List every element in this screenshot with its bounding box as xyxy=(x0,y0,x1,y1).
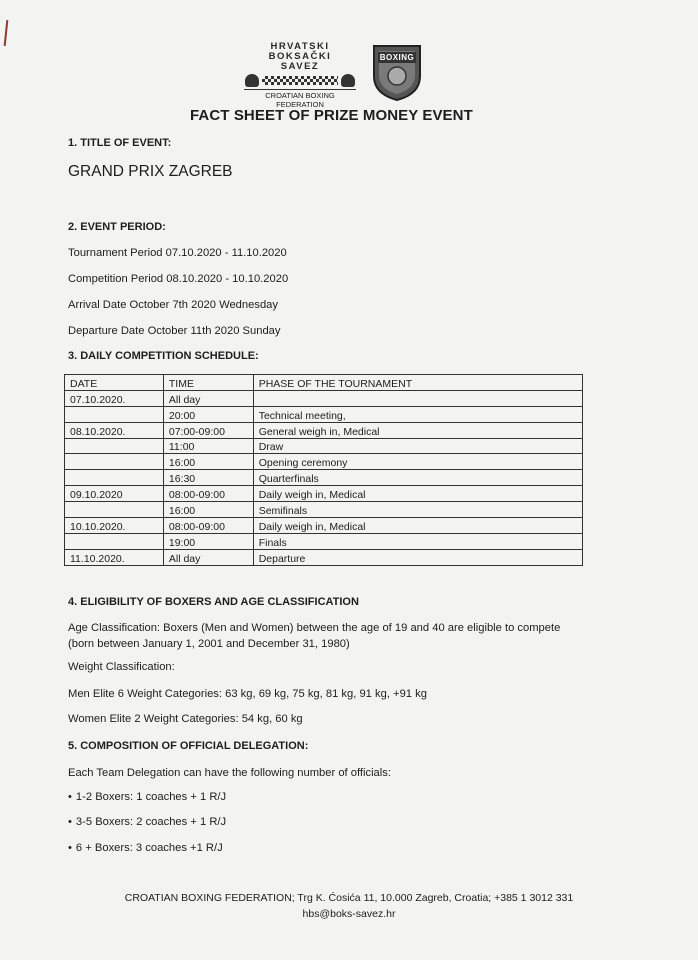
men-weight-categories: Men Elite 6 Weight Categories: 63 kg, 69 kg, 75 kg, 81 kg, 91 kg, +91 kg xyxy=(68,688,427,700)
departure-date: Departure Date October 11th 2020 Sunday xyxy=(68,325,281,337)
cell-phase: Quarterfinals xyxy=(253,470,582,486)
delegation-intro: Each Team Delegation can have the following number of officials: xyxy=(68,767,391,779)
table-header-row xyxy=(65,375,583,391)
logo-subtitle: CROATIAN BOXING FEDERATION xyxy=(244,89,356,109)
cell-phase: General weigh in, Medical xyxy=(253,422,582,438)
cell-date xyxy=(65,454,164,470)
section-heading-delegation: 5. COMPOSITION OF OFFICIAL DELEGATION: xyxy=(68,740,309,752)
cell-date: 11.10.2020. xyxy=(65,549,164,565)
cell-date xyxy=(65,502,164,518)
women-weight-categories: Women Elite 2 Weight Categories: 54 kg, 60 kg xyxy=(68,713,303,725)
boxing-glove-icon xyxy=(245,74,259,87)
cell-time: 11:00 xyxy=(163,438,253,454)
cell-date: 07.10.2020. xyxy=(65,390,164,406)
cell-time: 16:30 xyxy=(163,470,253,486)
table-row xyxy=(65,438,583,454)
cell-phase: Technical meeting, xyxy=(253,406,582,422)
cell-date: 09.10.2020 xyxy=(65,486,164,502)
badge-label: BOXING xyxy=(379,53,415,62)
table-row xyxy=(65,390,583,406)
column-header-date: DATE xyxy=(65,375,164,391)
cell-phase: Departure xyxy=(253,549,582,565)
cell-time: 08:00-09:00 xyxy=(163,518,253,534)
cell-time: 08:00-09:00 xyxy=(163,486,253,502)
event-name: GRAND PRIX ZAGREB xyxy=(68,163,233,180)
cell-phase xyxy=(253,390,582,406)
logo-line-2: BOKSAČKI xyxy=(268,51,332,62)
section-heading-schedule: 3. DAILY COMPETITION SCHEDULE: xyxy=(68,350,259,362)
section-heading-eligibility: 4. ELIGIBILITY OF BOXERS AND AGE CLASSIFICATION xyxy=(68,596,359,608)
weight-classification-heading: Weight Classification: xyxy=(68,661,175,673)
boxing-ring-graphic xyxy=(236,73,364,87)
cell-date xyxy=(65,438,164,454)
section-heading-period: 2. EVENT PERIOD: xyxy=(68,221,166,233)
logo-line-1: HRVATSKI xyxy=(270,41,330,52)
logo-line-3: SAVEZ xyxy=(280,61,320,72)
section-heading-title: 1. TITLE OF EVENT: xyxy=(68,137,172,149)
shield-icon xyxy=(370,42,424,102)
arrival-date: Arrival Date October 7th 2020 Wednesday xyxy=(68,299,278,311)
table-row xyxy=(65,533,583,549)
cell-phase: Opening ceremony xyxy=(253,454,582,470)
cell-phase: Daily weigh in, Medical xyxy=(253,518,582,534)
cell-time: 19:00 xyxy=(163,533,253,549)
cell-date xyxy=(65,470,164,486)
cell-date xyxy=(65,406,164,422)
boxing-badge xyxy=(370,42,424,102)
table-row xyxy=(65,470,583,486)
cell-phase: Finals xyxy=(253,533,582,549)
table-row xyxy=(65,422,583,438)
cell-date xyxy=(65,533,164,549)
delegation-bullet: • 3-5 Boxers: 2 coaches + 1 R/J xyxy=(68,816,226,828)
cell-time: 20:00 xyxy=(163,406,253,422)
footer xyxy=(0,890,698,922)
table-row xyxy=(65,486,583,502)
table-row xyxy=(65,502,583,518)
age-born-range: (born between January 1, 2001 and December 31, 1980) xyxy=(68,638,350,650)
delegation-bullet: • 6 + Boxers: 3 coaches +1 R/J xyxy=(68,842,223,854)
page-edge-mark xyxy=(4,20,9,46)
column-header-phase: PHASE OF THE TOURNAMENT xyxy=(253,375,582,391)
cell-time: 07:00-09:00 xyxy=(163,422,253,438)
footer-address: CROATIAN BOXING FEDERATION; Trg K. Ćosića 11, 10.000 Zagreb, Croatia; +385 1 3012 331 xyxy=(124,892,574,904)
cell-time: All day xyxy=(163,390,253,406)
tournament-period: Tournament Period 07.10.2020 - 11.10.2020 xyxy=(68,247,287,259)
cell-phase: Daily weigh in, Medical xyxy=(253,486,582,502)
boxing-glove-icon xyxy=(341,74,355,87)
federation-logo xyxy=(236,41,364,109)
column-header-time: TIME xyxy=(163,375,253,391)
cell-phase: Semifinals xyxy=(253,502,582,518)
table-row xyxy=(65,518,583,534)
cell-time: 16:00 xyxy=(163,502,253,518)
table-row xyxy=(65,406,583,422)
cell-phase: Draw xyxy=(253,438,582,454)
cell-date: 08.10.2020. xyxy=(65,422,164,438)
age-classification: Age Classification: Boxers (Men and Women) between the age of 19 and 40 are eligible to compete xyxy=(68,622,561,634)
cell-date: 10.10.2020. xyxy=(65,518,164,534)
checkerboard-icon xyxy=(262,76,338,85)
competition-period: Competition Period 08.10.2020 - 10.10.2020 xyxy=(68,273,289,285)
page-title: FACT SHEET OF PRIZE MONEY EVENT xyxy=(190,107,473,124)
schedule-table xyxy=(64,374,583,566)
schedule-body xyxy=(65,390,583,565)
footer-email: hbs@boks-savez.hr xyxy=(302,908,396,920)
table-row xyxy=(65,549,583,565)
delegation-bullet: • 1-2 Boxers: 1 coaches + 1 R/J xyxy=(68,791,226,803)
table-row xyxy=(65,454,583,470)
cell-time: 16:00 xyxy=(163,454,253,470)
cell-time: All day xyxy=(163,549,253,565)
